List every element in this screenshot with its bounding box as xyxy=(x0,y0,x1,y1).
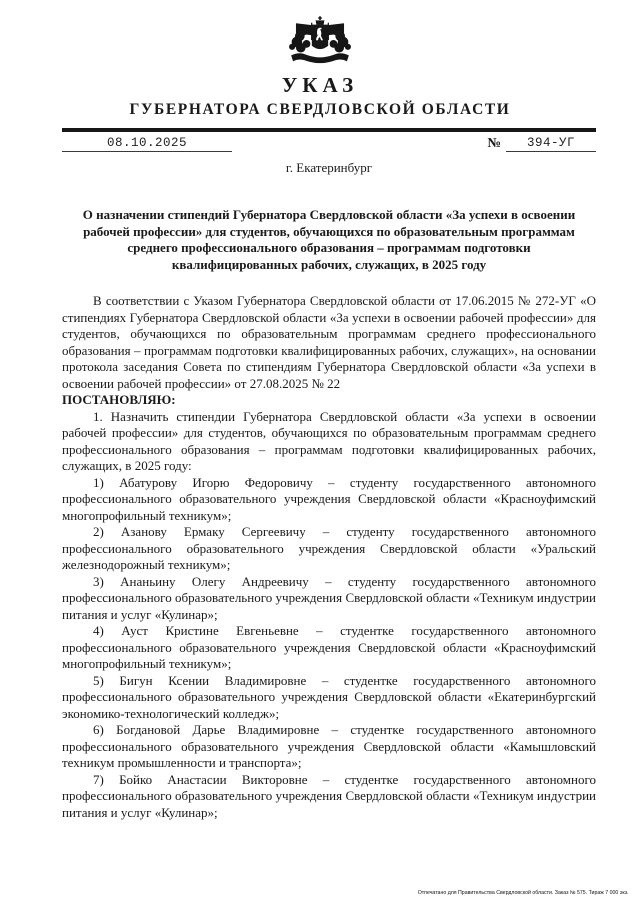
resolution-word: ПОСТАНОВЛЯЮ: xyxy=(62,392,176,407)
issuer-heading: ГУБЕРНАТОРА СВЕРДЛОВСКОЙ ОБЛАСТИ xyxy=(129,101,511,118)
recipient-item: 3) Ананьину Олегу Андреевичу – студенту государственного автономного профессионального образовательного учреждения Свердловской области «Техникум индустрии питания и услуг «Кулинар»; xyxy=(62,573,596,622)
recipient-item: 6) Богдановой Дарье Владимировне – студентке государственного автономного профессионального образовательного учреждения Свердловской области «Камышловский техникум промышленности и транспорта»; xyxy=(62,722,596,770)
recipient-item: 7) Бойко Анастасии Викторовне – студентке государственного автономного профессионального образовательного учреждения Свердловской области «Техникум индустрии питания и услуг «Кулинар»; xyxy=(62,771,596,820)
item-1-intro: 1. Назначить стипендии Губернатора Свердловской области «За успехи в освоении рабочей профессии» для студентов, обучающихся по образовательным программам среднего профессионального образования – программам подготовки квалифицированных рабочих, служащих, в 2025 году: xyxy=(62,408,596,473)
number-group xyxy=(487,135,596,152)
number-field: 394-УГ xyxy=(506,136,596,152)
imprint-text: Отпечатано для Правительства Свердловской области. Заказ № 575. Тираж 7 000 экз. xyxy=(418,889,629,895)
preamble-paragraph: В соответствии с Указом Губернатора Свердловской области от 17.06.2015 № 272-УГ «О стипендиях Губернатора Свердловской области «За успехи в освоении рабочей профессии» для студентов, обучающихся по образовательным программам среднего профессионального образования – программам подготовки квалифицированных рабочих, служащих», на основании протокола заседания Совета по стипендиям Губернатора Свердловской области «За успехи в освоении рабочей профессии» от 27.08.2025 № 22 xyxy=(62,293,596,391)
header-double-rule xyxy=(62,128,596,132)
city-line: г. Екатеринбург xyxy=(285,160,373,175)
recipient-item: 1) Абатурову Игорю Федоровичу – студенту государственного автономного профессионального образовательного учреждения Свердловской области «Красноуфимский многопрофильный техникум»; xyxy=(62,474,596,523)
date-field: 08.10.2025 xyxy=(62,136,232,152)
coat-of-arms-icon xyxy=(0,0,640,71)
document-body xyxy=(62,293,596,821)
document-title: О назначении стипендий Губернатора Свердловской области «За успехи в освоении рабочей профессии» для студентов, обучающихся по образовательным программам среднего профессионального образования – программам подготовки квалифицированных рабочих, служащих, в 2025 году xyxy=(82,207,576,272)
doc-type-heading: УКАЗ xyxy=(281,73,359,97)
recipient-item: 4) Ауст Кристине Евгеньевне – студентке государственного автономного профессионального образовательного учреждения Свердловской области «Красноуфимский многопрофильный техникум»; xyxy=(62,623,596,671)
recipient-item: 2) Азанову Ермаку Сергеевичу – студенту государственного автономного профессионального образовательного учреждения Свердловской области «Уральский железнодорожный техникум»; xyxy=(62,524,596,572)
print-imprint xyxy=(265,880,629,898)
number-sign: № xyxy=(487,135,501,150)
meta-row xyxy=(62,135,596,152)
recipient-item: 5) Бигун Ксении Владимировне – студентке государственного автономного профессионального образовательного учреждения Свердловской области «Екатеринбургский экономико-технологический колледж»; xyxy=(62,672,596,721)
